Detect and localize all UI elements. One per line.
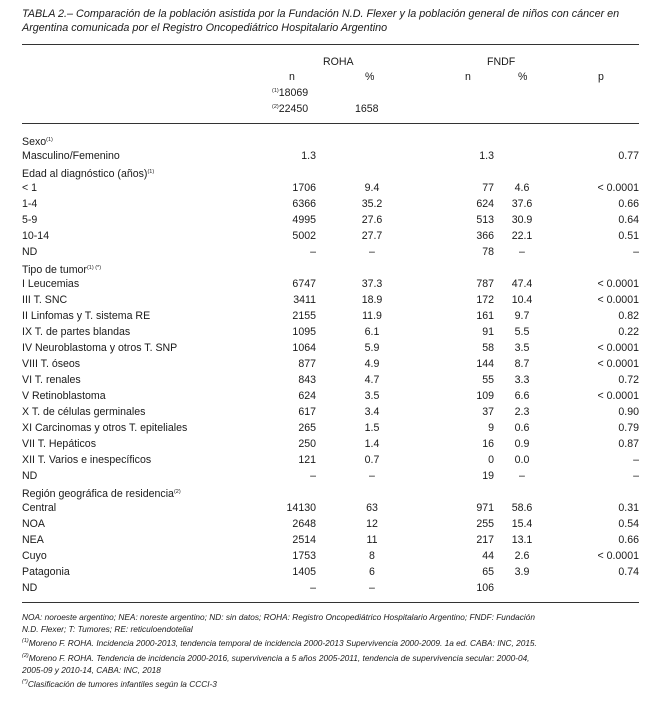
cell-p-value: 0.51 — [618, 230, 639, 242]
table-row — [22, 324, 639, 340]
cell-p-value: 0.82 — [618, 310, 639, 322]
row-label — [22, 420, 187, 436]
cell-fndf-pct: 3.3 — [514, 374, 530, 386]
row-label-text: I Leucemias — [22, 278, 80, 290]
row-label-text: X T. de células germinales — [22, 406, 146, 418]
cell-fndf-n: 106 — [476, 582, 494, 594]
cell-fndf-n: 9 — [488, 422, 494, 434]
cell-fndf-n: 91 — [482, 326, 494, 338]
cell-roha-n: 617 — [298, 406, 316, 418]
cell-fndf-pct: 8.7 — [514, 358, 530, 370]
cell-roha-n: 6366 — [292, 198, 316, 210]
table-row — [22, 404, 639, 420]
footnote-classification-mark: (*) — [22, 679, 28, 686]
row-label-text: 1-4 — [22, 198, 38, 210]
cell-roha-n: 250 — [298, 438, 316, 450]
cell-roha-n: 1405 — [292, 566, 316, 578]
row-label — [22, 276, 79, 292]
row-label-text: 5-9 — [22, 214, 38, 226]
header-p: p — [598, 71, 604, 83]
footnote-classification-text: Clasificación de tumores infantiles según la CCCI-3 — [27, 679, 217, 690]
cell-roha-pct: 27.6 — [361, 214, 383, 226]
cell-p-value: 0.72 — [618, 374, 639, 386]
cell-roha-n: 1753 — [292, 550, 316, 562]
table-caption — [22, 8, 647, 35]
header-roha-n1-value: 18069 — [278, 87, 309, 99]
footnote-ref-2-cont: 2005-09 y 2010-14, CABA: INC, 2018 — [22, 664, 161, 675]
cell-roha-pct: 35.2 — [361, 198, 383, 210]
row-label — [22, 516, 45, 532]
caption-text: Comparación de la población asistida por la Fundación N.D. Flexer y la población general de niños con cáncer en Argentina comunicada por el Registro Oncopediátrico Hospitalario Argentino — [22, 8, 620, 34]
cell-roha-pct: 27.7 — [361, 230, 383, 242]
table-row — [22, 244, 639, 260]
cell-p-value: 0.54 — [618, 518, 639, 530]
table-row — [22, 228, 639, 244]
row-label-text: IV Neuroblastoma y otros T. SNP — [22, 342, 178, 354]
row-label — [22, 180, 37, 196]
cell-p-value: 0.31 — [618, 502, 639, 514]
cell-p-value: 0.77 — [618, 150, 639, 162]
cell-fndf-pct: 2.3 — [514, 406, 530, 418]
row-label-text: Edad al diagnóstico (años) — [22, 168, 148, 180]
cell-fndf-n: 37 — [482, 406, 494, 418]
cell-roha-n: 2155 — [292, 310, 316, 322]
row-label-text: XI Carcinomas y otros T. epiteliales — [22, 422, 188, 434]
row-label — [22, 228, 49, 244]
row-label — [22, 292, 67, 308]
cell-p-value: < 0.0001 — [597, 294, 639, 306]
row-label — [22, 340, 177, 356]
footnote-abbrev-1: NOA: noroeste argentino; NEA: noreste argentino; ND: sin datos; ROHA: Registro Oncopediátrico Hospitalario Argentino; FNDF: Fundación — [22, 612, 535, 622]
row-label-text: Región geográfica de residencia — [22, 488, 174, 500]
row-label — [22, 532, 44, 548]
cell-roha-pct: 18.9 — [361, 294, 383, 306]
cell-roha-n: 121 — [298, 454, 316, 466]
table-row — [22, 164, 639, 180]
cell-roha-pct: – — [369, 582, 375, 594]
cell-fndf-pct: 9.7 — [514, 310, 530, 322]
table-row — [22, 532, 639, 548]
cell-fndf-n: 172 — [476, 294, 494, 306]
footnote-ref-1 — [22, 635, 642, 649]
footnote-ref-1-text: Moreno F. ROHA. Incidencia 2000-2013, tendencia temporal de incidencia 2000-2013 Supervivencia 2000-2009. 1a ed. CABA: INC, 2015. — [28, 638, 537, 649]
row-label-text: Cuyo — [22, 550, 47, 562]
cell-roha-n: – — [310, 582, 316, 594]
footnote-ref-1-mark: (1) — [22, 638, 29, 645]
cell-roha-n: – — [310, 246, 316, 258]
footnotes — [22, 611, 642, 690]
cell-fndf-pct: 22.1 — [511, 230, 533, 242]
row-label — [22, 372, 81, 388]
header-roha-pct-value: 1658 — [355, 103, 379, 115]
cell-p-value: – — [633, 454, 639, 466]
cell-roha-n: 4995 — [292, 214, 316, 226]
cell-roha-n: 6747 — [292, 278, 316, 290]
footnote-abbrev-2: N.D. Flexer; T: Tumores; RE: reticuloendotelial — [22, 624, 193, 635]
cell-fndf-pct: 15.4 — [511, 518, 533, 530]
cell-p-value: 0.64 — [618, 214, 639, 226]
cell-fndf-n: 144 — [476, 358, 494, 370]
row-label-ref: (2) — [173, 489, 181, 495]
cell-roha-pct: 11.9 — [362, 310, 382, 322]
row-label-ref: (1) (*) — [86, 265, 102, 271]
header-fndf: FNDF — [487, 56, 516, 68]
row-label-text: 10-14 — [22, 230, 50, 242]
cell-roha-pct: 12 — [366, 518, 378, 530]
row-label-text: Masculino/Femenino — [22, 150, 120, 162]
header-rule — [22, 123, 639, 124]
row-label-text: III T. SNC — [22, 294, 68, 306]
cell-fndf-pct: – — [519, 246, 525, 258]
table-row — [22, 468, 639, 484]
cell-roha-pct: – — [369, 246, 375, 258]
caption-label: TABLA 2.– — [22, 8, 74, 20]
cell-fndf-n: 77 — [482, 182, 494, 194]
cell-roha-pct: 63 — [366, 502, 378, 514]
table-row — [22, 340, 639, 356]
table-row — [22, 436, 639, 452]
cell-fndf-pct: 4.6 — [514, 182, 530, 194]
cell-p-value: 0.87 — [618, 438, 639, 450]
cell-fndf-pct: 5.5 — [514, 326, 530, 338]
footnote-ref-2 — [22, 650, 642, 664]
cell-roha-pct: 6.1 — [364, 326, 380, 338]
cell-roha-pct: 1.5 — [364, 422, 380, 434]
cell-roha-n: 265 — [298, 422, 316, 434]
cell-p-value: < 0.0001 — [597, 390, 639, 402]
table-row — [22, 564, 639, 580]
cell-p-value: 0.22 — [618, 326, 639, 338]
row-label-text: Tipo de tumor — [22, 264, 87, 276]
cell-fndf-n: 366 — [476, 230, 494, 242]
cell-fndf-pct: 13.1 — [511, 534, 533, 546]
cell-p-value: < 0.0001 — [597, 342, 639, 354]
cell-fndf-n: 217 — [476, 534, 494, 546]
row-label — [22, 404, 145, 420]
cell-roha-n: 5002 — [292, 230, 316, 242]
header-roha-n1 — [272, 87, 308, 99]
cell-roha-n: 2648 — [292, 518, 316, 530]
cell-fndf-pct: 0.6 — [514, 422, 530, 434]
row-label — [22, 468, 37, 484]
row-label-text: Central — [22, 502, 57, 514]
row-label-text: Patagonia — [22, 566, 70, 578]
header-roha-n2 — [272, 103, 308, 115]
cell-fndf-n: 109 — [476, 390, 494, 402]
table-row — [22, 420, 639, 436]
row-label-text: V Retinoblastoma — [22, 390, 106, 402]
cell-roha-n: 843 — [298, 374, 316, 386]
cell-p-value: 0.74 — [618, 566, 639, 578]
cell-fndf-n: 58 — [482, 342, 494, 354]
cell-fndf-n: 513 — [476, 214, 494, 226]
table-row — [22, 580, 639, 596]
row-label — [22, 308, 150, 324]
footnote-classification — [22, 676, 642, 690]
cell-roha-n: 1.3 — [301, 150, 316, 162]
cell-roha-n: – — [310, 470, 316, 482]
row-label — [22, 196, 37, 212]
cell-roha-pct: – — [369, 470, 375, 482]
cell-fndf-n: 44 — [482, 550, 494, 562]
header-roha: ROHA — [323, 56, 354, 68]
cell-fndf-n: 55 — [482, 374, 494, 386]
row-label — [22, 388, 106, 404]
header-roha-n1-ref: (1) — [272, 88, 279, 94]
table-row — [22, 196, 639, 212]
row-label-text: Sexo — [22, 136, 47, 148]
cell-fndf-n: 787 — [476, 278, 494, 290]
table-row — [22, 148, 639, 164]
cell-roha-pct: 1.4 — [364, 438, 380, 450]
table-row — [22, 212, 639, 228]
row-label-text: NOA — [22, 518, 45, 530]
table-row — [22, 484, 639, 500]
cell-roha-pct: 5.9 — [364, 342, 380, 354]
table-row — [22, 132, 639, 148]
header-roha-n: n — [289, 71, 295, 83]
cell-roha-pct: 3.5 — [364, 390, 380, 402]
cell-fndf-pct: 6.6 — [514, 390, 530, 402]
cell-fndf-pct: 3.9 — [514, 566, 530, 578]
cell-p-value: – — [633, 246, 639, 258]
cell-fndf-pct: – — [519, 470, 525, 482]
row-label — [22, 148, 120, 164]
cell-roha-n: 877 — [298, 358, 316, 370]
table-row — [22, 500, 639, 516]
cell-roha-pct: 9.4 — [364, 182, 380, 194]
cell-roha-pct: 3.4 — [364, 406, 380, 418]
row-label-ref: (1) — [46, 137, 53, 143]
cell-p-value: < 0.0001 — [597, 278, 639, 290]
table-row — [22, 260, 639, 276]
row-label — [22, 548, 47, 564]
table-row — [22, 372, 639, 388]
table-row — [22, 356, 639, 372]
table-row — [22, 308, 639, 324]
table-row — [22, 388, 639, 404]
cell-roha-pct: 37.3 — [361, 278, 383, 290]
cell-roha-pct: 11 — [366, 534, 378, 546]
row-label-text: IX T. de partes blandas — [22, 326, 131, 338]
row-label — [22, 324, 130, 340]
cell-fndf-pct: 58.6 — [511, 502, 533, 514]
cell-fndf-pct: 2.6 — [514, 550, 530, 562]
cell-roha-n: 624 — [298, 390, 316, 402]
cell-fndf-pct: 37.6 — [511, 198, 533, 210]
cell-roha-n: 3411 — [293, 294, 316, 306]
cell-roha-pct: 4.9 — [364, 358, 380, 370]
row-label — [22, 452, 151, 468]
cell-fndf-n: 65 — [482, 566, 494, 578]
row-label-text: ND — [22, 582, 38, 594]
cell-p-value: 0.79 — [618, 422, 639, 434]
cell-fndf-n: 161 — [476, 310, 494, 322]
row-label — [22, 564, 70, 580]
table-row — [22, 180, 639, 196]
table-row — [22, 516, 639, 532]
row-label-text: ND — [22, 470, 38, 482]
row-label-text: VIII T. óseos — [22, 358, 81, 370]
cell-fndf-n: 255 — [476, 518, 494, 530]
header-roha-n2-ref: (2) — [272, 104, 279, 110]
cell-fndf-n: 624 — [476, 198, 494, 210]
cell-fndf-n: 971 — [476, 502, 494, 514]
cell-fndf-n: 78 — [482, 246, 494, 258]
row-label — [22, 500, 56, 516]
cell-fndf-pct: 10.4 — [511, 294, 533, 306]
footnote-ref-2-text: Moreno F. ROHA. Tendencia de incidencia 2000-2016, supervivencia a 5 años 2005-2011, tendencia de supervivencia secular: 2000-04, — [28, 652, 530, 663]
footnote-ref-2-mark: (2) — [22, 652, 29, 659]
row-label-text: NEA — [22, 534, 44, 546]
row-label — [22, 436, 96, 452]
cell-p-value: 0.66 — [618, 198, 639, 210]
top-rule — [22, 44, 639, 45]
cell-fndf-pct: 47.4 — [511, 278, 533, 290]
cell-fndf-pct: 0.0 — [514, 454, 530, 466]
cell-fndf-pct: 30.9 — [511, 214, 533, 226]
table-row — [22, 452, 639, 468]
header-fndf-pct: % — [518, 71, 528, 83]
cell-p-value: 0.90 — [618, 406, 639, 418]
row-label — [22, 244, 37, 260]
cell-roha-pct: 8 — [369, 550, 375, 562]
cell-roha-n: 1706 — [292, 182, 316, 194]
cell-roha-n: 2514 — [292, 534, 316, 546]
row-label — [22, 580, 37, 596]
cell-fndf-n: 19 — [482, 470, 494, 482]
cell-fndf-pct: 0.9 — [514, 438, 530, 450]
cell-roha-pct: 0.7 — [364, 454, 380, 466]
row-label-text: II Linfomas y T. sistema RE — [22, 310, 151, 322]
cell-fndf-pct: 3.5 — [514, 342, 530, 354]
table-row — [22, 548, 639, 564]
cell-fndf-n: 16 — [482, 438, 494, 450]
row-label-text: < 1 — [22, 182, 38, 194]
row-label — [22, 356, 80, 372]
row-label-text: VI T. renales — [22, 374, 81, 386]
row-label-text: XII T. Varios e inespecíficos — [22, 454, 152, 466]
row-label-text: ND — [22, 246, 38, 258]
cell-p-value: – — [633, 470, 639, 482]
header-roha-n2-value: 22450 — [278, 103, 309, 115]
bottom-rule — [22, 602, 639, 603]
cell-fndf-n: 0 — [488, 454, 494, 466]
cell-fndf-n: 1.3 — [479, 150, 494, 162]
row-label — [22, 212, 37, 228]
cell-p-value: < 0.0001 — [597, 182, 639, 194]
row-label-ref: (1) — [147, 169, 155, 175]
table-row — [22, 292, 639, 308]
table-row — [22, 276, 639, 292]
header-fndf-n: n — [465, 71, 471, 83]
cell-roha-pct: 4.7 — [364, 374, 380, 386]
cell-p-value: 0.66 — [618, 534, 639, 546]
cell-p-value: < 0.0001 — [597, 550, 639, 562]
row-label-text: VII T. Hepáticos — [22, 438, 96, 450]
cell-roha-n: 14130 — [286, 502, 316, 514]
cell-p-value: < 0.0001 — [597, 358, 639, 370]
cell-roha-pct: 6 — [369, 566, 375, 578]
cell-roha-n: 1095 — [292, 326, 316, 338]
header-roha-pct: % — [365, 71, 375, 83]
cell-roha-n: 1064 — [292, 342, 316, 354]
